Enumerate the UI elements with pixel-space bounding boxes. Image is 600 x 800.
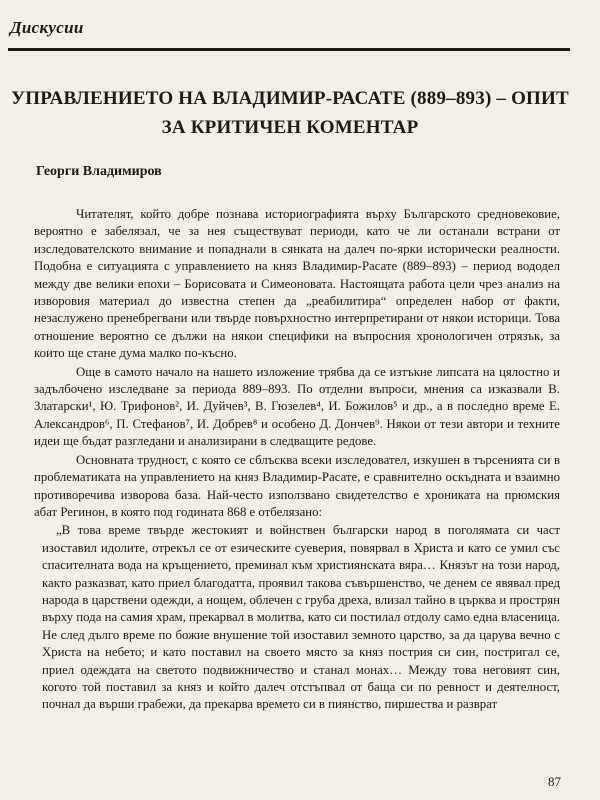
paragraph: Основната трудност, с която се сблъсква всеки изследовател, изкушен в търсенията си в проблематиката на управлението на княз Владимир-Расате, е сравнително оскъдната и взаимно противоречива изворова база. Най-често използвано свидетелство е хрониката на прюмския абат Регинон, в която под годината 868 е отбелязано: (34, 452, 560, 519)
page-number: 87 (548, 774, 561, 789)
article-title: УПРАВЛЕНИЕТО НА ВЛАДИМИР-РАСАТЕ (889–893) – ОПИТ ЗА КРИТИЧЕН КОМЕНТАР (11, 88, 569, 138)
quotation-paragraph: „В това време твърде жестокият и войнствен български народ в поголямата си част изоставил идолите, отрекъл се от езическите суеверия, повярвал в Христа и като се умил със спасителната вода на кръщението, преминал към християнската вяра… Князът на този народ, както разказват, като приел благодатта, проявил такова съвършенство, че денем се явявал пред народа в царствени одежди, а нощем, облечен с груба дреха, влизал тайно в църква и прострян върху пода на самия храм, прекарвал в молитва, като си постилал отдолу само една власеница. Не след дълго време по божие внушение той изоставил земното царство, за да царува вечно с Христа на небето; и като поставил на своето място за княз пострия си син, постригал се, приел одеждата на светото подвижничество и станал монах… Между това неговият син, когото той поставил за княз и който далеч отстъпвал от баща си по ревност и деятелност, почнал да върши грабежи, да прекарва времето си в пиянство, пиршества и разврат (42, 523, 560, 712)
paragraph: Читателят, който добре познава историографията върху Българското средновековие, вероятно е забелязал, че за нея съществуват периоди, като че ли останали встрани от изследователското внимание и попаднали в сянката на далеч по-ярки исторически реалности. Подобна е ситуацията с управлението на княз Владимир-Расате (889–893) – период вододел между две велики епохи – Борисовата и Симеоновата. Настоящата работа цели чрез анализ на изворовия материал до известна степен да „реабилитира“ определен набор от факти, незаслужено пренебрегвани или твърде повърхностно интерпретирани от някои историци. Това отношение вероятно се дължи на някои специфики на въпросния хронологичен отрязък, за които ще стане дума малко по-късно. (34, 207, 560, 361)
section-label: Дискусии (10, 18, 84, 37)
section-header (8, 18, 570, 51)
article-body (34, 206, 560, 714)
author-name: Георги Владимиров (36, 164, 162, 179)
paragraph: Още в самото начало на нашето изложение трябва да се изтъкне липсата на цялостно и задълбочено изследване за периода 889–893. По отделни въпроси, мнения са изказвали В. Златарски¹, Ю. Трифонов², И. Дуйчев³, В. Гюзелев⁴, И. Божилов⁵ и др., а в последно време Е. Александров⁶, П. Стефанов⁷, И. Добрев⁸ и особено Д. Дончев⁹. Някои от тези автори и техните идеи ще бъдат разгледани и анализирани в следващите редове. (34, 364, 560, 449)
